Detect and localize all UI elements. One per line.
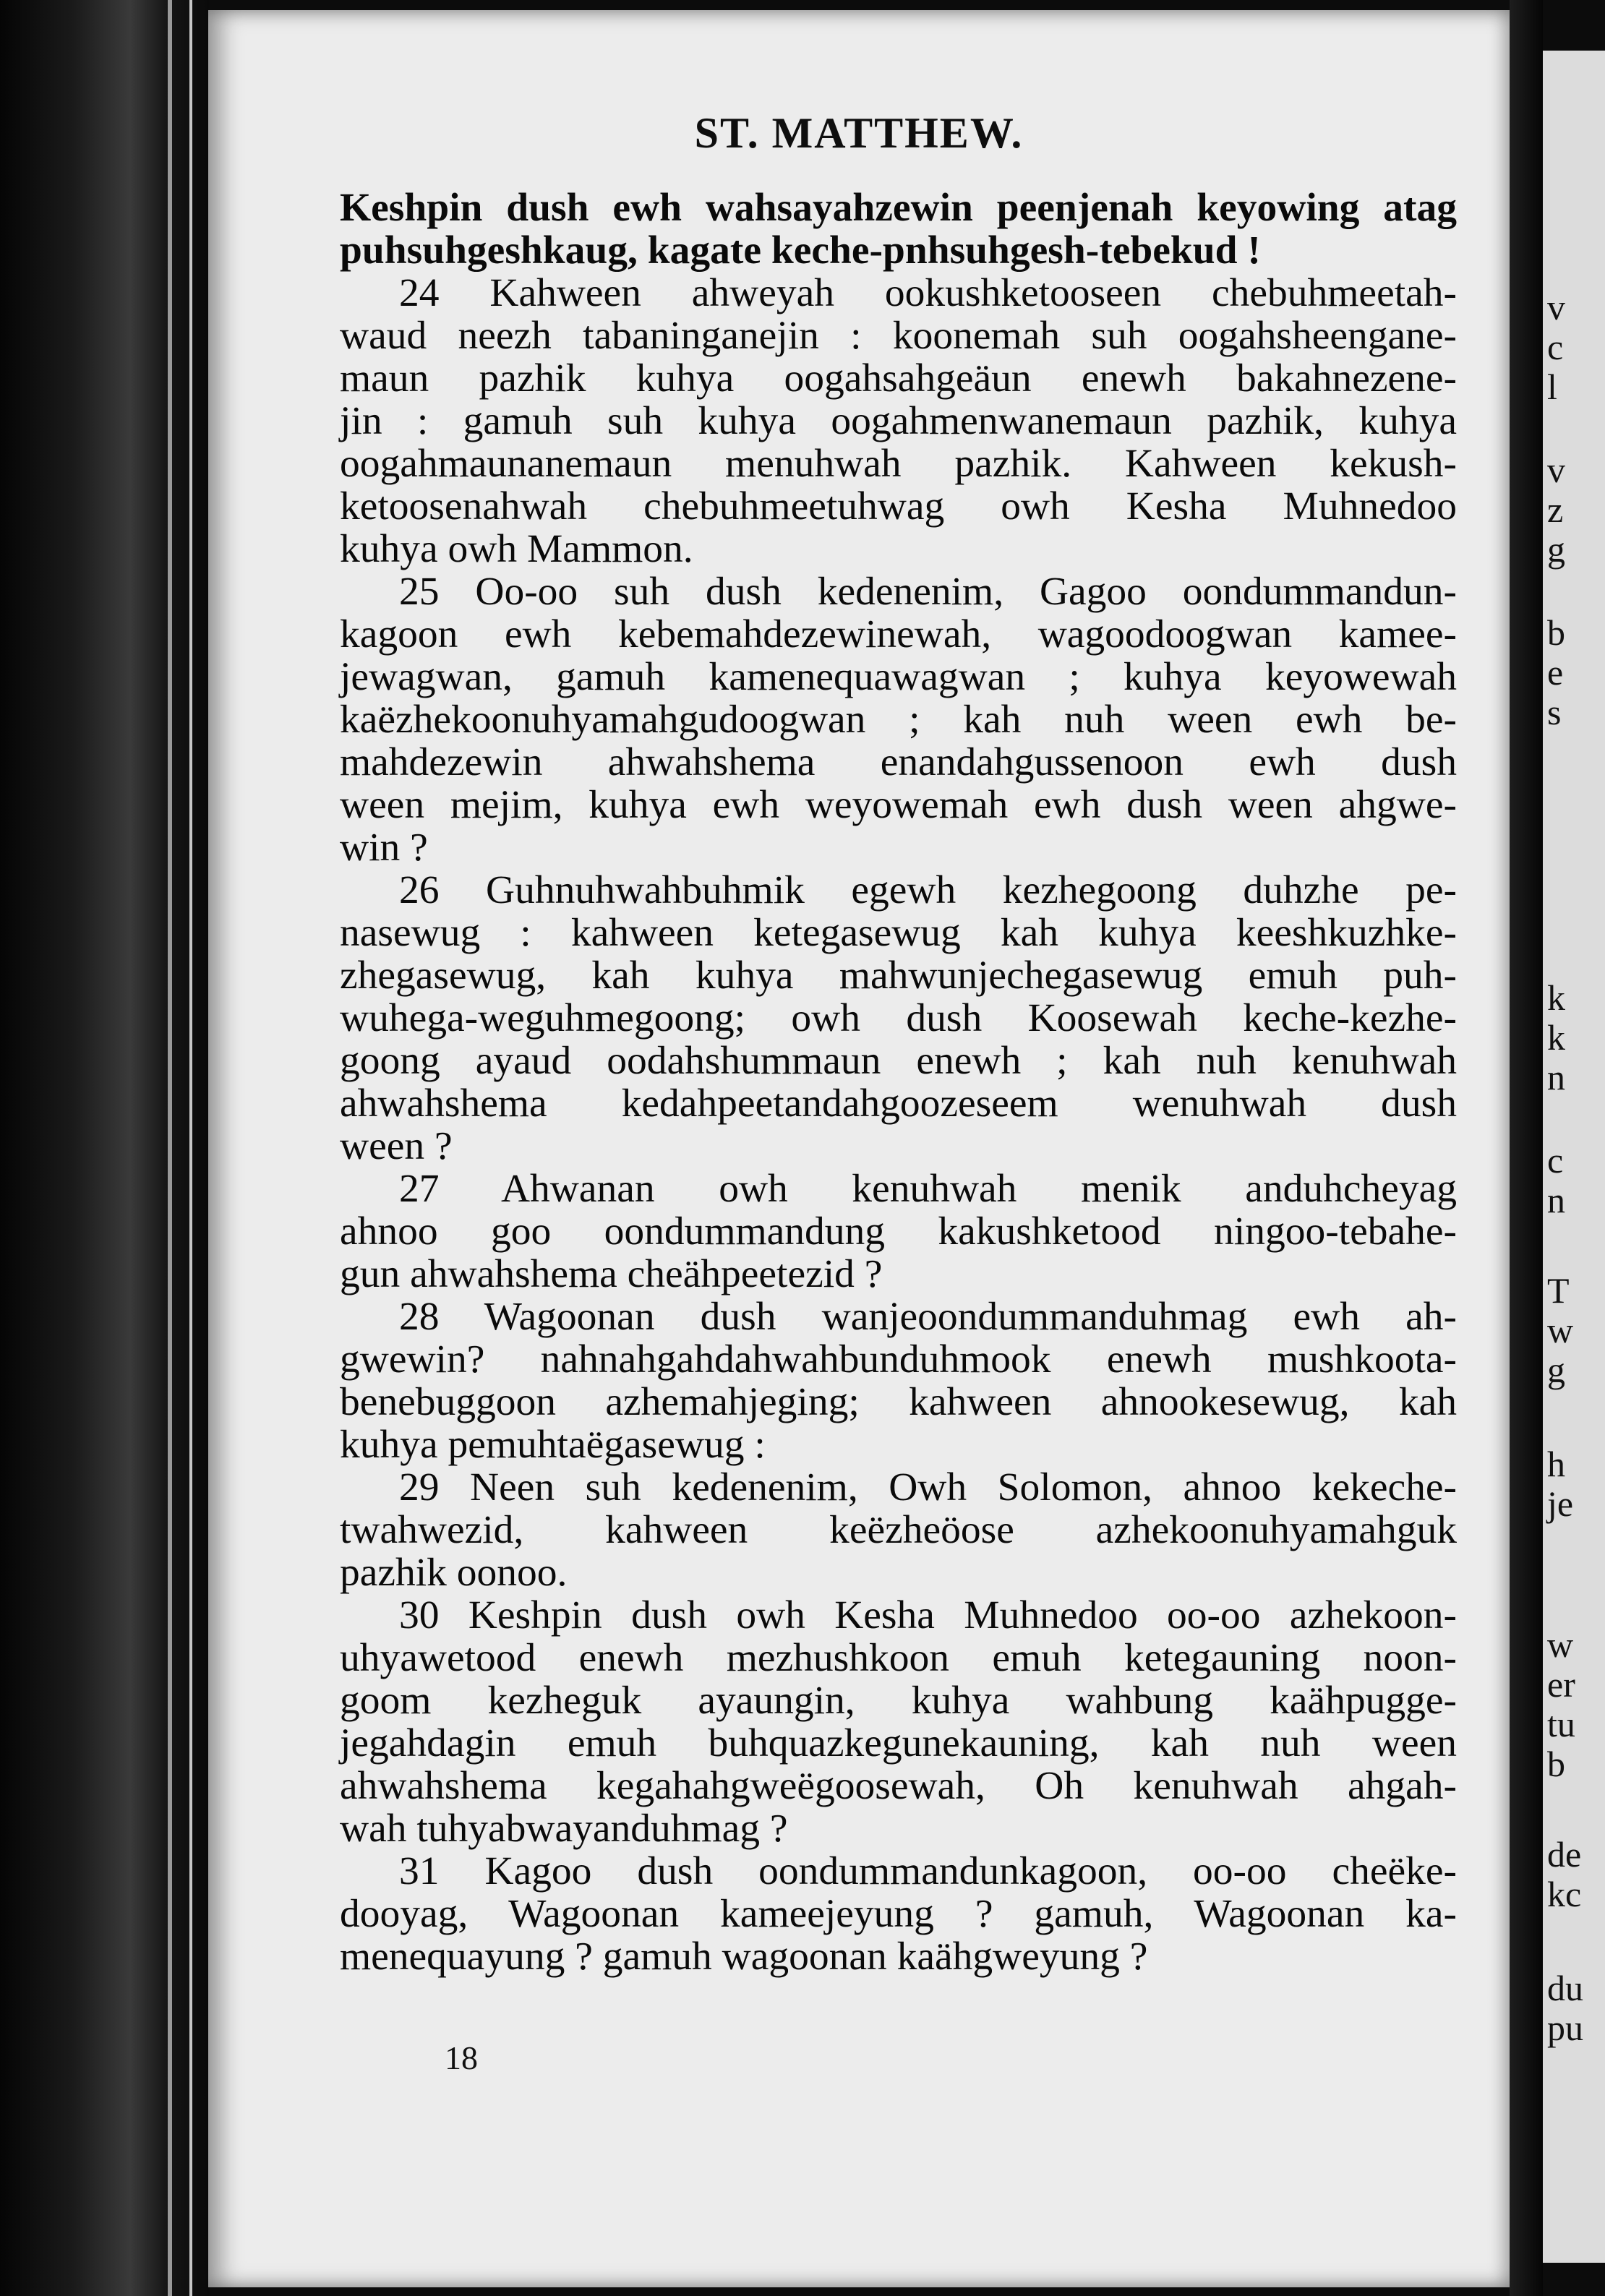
book-binding [0,0,210,2296]
text-line: jewagwan, gamuh kamenequawagwan ; kuhya keyowewah [340,655,1457,699]
text-line: twahwezid, kahween keëzheöose azhekoonuhyamahguk [340,1508,1457,1552]
text-line: 26 Guhnuhwahbuhmik egewh kezhegoong duhzhe pe- [399,868,1457,912]
facing-page-fragment: b [1547,612,1565,653]
facing-page-fragment: n [1547,1057,1565,1097]
facing-page-fragment: du [1547,1968,1583,2008]
text-line: 25 Oo-oo suh dush kedenenim, Gagoo oondummandun- [399,570,1457,614]
text-line: 31 Kagoo dush oondummandunkagoon, oo-oo cheëke- [399,1849,1457,1893]
text-line: ketoosenahwah chebuhmeetuhwag owh Kesha Muhnedoo [340,484,1457,528]
facing-page-fragment: n [1547,1180,1565,1220]
facing-page-fragment: h [1547,1444,1565,1484]
running-header: ST. MATTHEW. [694,109,1024,157]
text-line: win ? [340,826,428,870]
facing-page-fragment: c [1547,1140,1564,1181]
text-line: ahwahshema kegahahgweëgoosewah, Oh kenuhwah ahgah- [340,1764,1457,1808]
facing-page-fragment: l [1547,367,1557,407]
text-line: kuhya pemuhtaëgasewug : [340,1423,766,1467]
facing-page-fragment: e [1547,652,1564,693]
facing-page-fragment: T [1547,1270,1570,1311]
text-line: 29 Neen suh kedenenim, Owh Solomon, ahnoo kekeche- [399,1465,1457,1509]
text-line: wah tuhyabwayanduhmag ? [340,1807,788,1851]
facing-page-fragment: g [1547,529,1565,570]
text-line: goong ayaud oodahshummaun enewh ; kah nuh kenuhwah [340,1039,1457,1083]
text-line: zhegasewug, kah kuhya mahwunjechegasewug emuh puh- [340,954,1457,998]
facing-page-fragment: er [1547,1664,1575,1705]
facing-page-fragment: v [1547,287,1565,327]
binding-edge-line [189,0,192,2296]
facing-page-fragment: g [1547,1350,1565,1390]
facing-page-fragment: pu [1547,2008,1583,2048]
text-line: kagoon ewh kebemahdezewinewah, wagoodoogwan kamee- [340,612,1457,656]
text-line: kaëzhekoonuhyamahgudoogwan ; kah nuh ween ewh be- [340,698,1457,742]
text-line: pazhik oonoo. [340,1551,568,1595]
text-line: mahdezewin ahwahshema enandahgussenoon ewh dush [340,740,1457,784]
text-line: ahwahshema kedahpeetandahgoozeseem wenuhwah dush [340,1081,1457,1126]
text-line: 28 Wagoonan dush wanjeoondummanduhmag ewh ah- [399,1295,1457,1339]
text-line: ween ? [340,1124,453,1168]
binding-edge-line [168,0,172,2296]
facing-page-fragment: w [1547,1310,1574,1350]
facing-page-fragment: kc [1547,1874,1582,1914]
facing-page-fragment: w [1547,1624,1574,1665]
text-line: ahnoo goo oondummandung kakushketood ningoo-tebahe- [340,1209,1457,1254]
facing-page-sliver [1543,51,1605,2263]
text-line: benebuggoon azhemahjeging; kahween ahnookesewug, kah [340,1380,1457,1424]
text-line: gun ahwahshema cheähpeetezid ? [340,1252,883,1296]
facing-page-fragment: v [1547,450,1565,490]
text-line: goom kezheguk ayaungin, kuhya wahbung kaähpugge- [340,1679,1457,1723]
facing-page-fragment: je [1547,1483,1574,1524]
text-line: menequayung ? gamuh wagoonan kaähgweyung ? [340,1935,1148,1979]
text-line: 24 Kahween ahweyah ookushketooseen chebuhmeetah- [399,271,1457,315]
text-line: oogahmaunanemaun menuhwah pazhik. Kahween kekush- [340,442,1457,486]
scripture-text [340,187,1457,1978]
text-line: puhsuhgeshkaug, kagate keche-pnhsuhgesh-tebekud ! [340,228,1261,273]
facing-page-fragment: k [1547,977,1565,1018]
facing-page-fragment: c [1547,327,1564,367]
facing-page-fragment: de [1547,1834,1582,1875]
text-line: jin : gamuh suh kuhya oogahmenwanemaun pazhik, kuhya [340,399,1457,443]
text-line: kuhya owh Mammon. [340,527,693,571]
text-line: waud neezh tabaninganejin : koonemah suh oogahsheengane- [340,314,1457,358]
facing-page-fragment: k [1547,1017,1565,1058]
text-line: Keshpin dush ewh wahsayahzewin peenjenah keyowing atag [340,186,1457,230]
page-gutter [1510,0,1543,2296]
text-line: uhyawetood enewh mezhushkoon emuh ketegauning noon- [340,1636,1457,1680]
text-line: maun pazhik kuhya oogahsahgeäun enewh bakahnezene- [340,356,1457,400]
text-line: 30 Keshpin dush owh Kesha Muhnedoo oo-oo azhekoon- [399,1593,1457,1637]
text-line: wuhega-weguhmegoong; owh dush Koosewah keche-kezhe- [340,996,1457,1040]
facing-page-fragment: tu [1547,1704,1575,1744]
text-line: nasewug : kahween ketegasewug kah kuhya keeshkuzhke- [340,911,1457,955]
page-number: 18 [445,2039,478,2076]
text-line: jegahdagin emuh buhquazkegunekauning, kah nuh ween [340,1721,1457,1765]
facing-page-fragment: s [1547,692,1562,732]
text-line: dooyag, Wagoonan kameejeyung ? gamuh, Wagoonan ka- [340,1892,1457,1936]
facing-page-fragment: b [1547,1744,1565,1784]
text-line: gwewin? nahnahgahdahwahbunduhmook enewh mushkoota- [340,1337,1457,1382]
facing-page-fragment: z [1547,489,1564,530]
text-line: ween mejim, kuhya ewh weyowemah ewh dush ween ahgwe- [340,783,1457,827]
text-line: 27 Ahwanan owh kenuhwah menik anduhcheyag [399,1167,1457,1211]
